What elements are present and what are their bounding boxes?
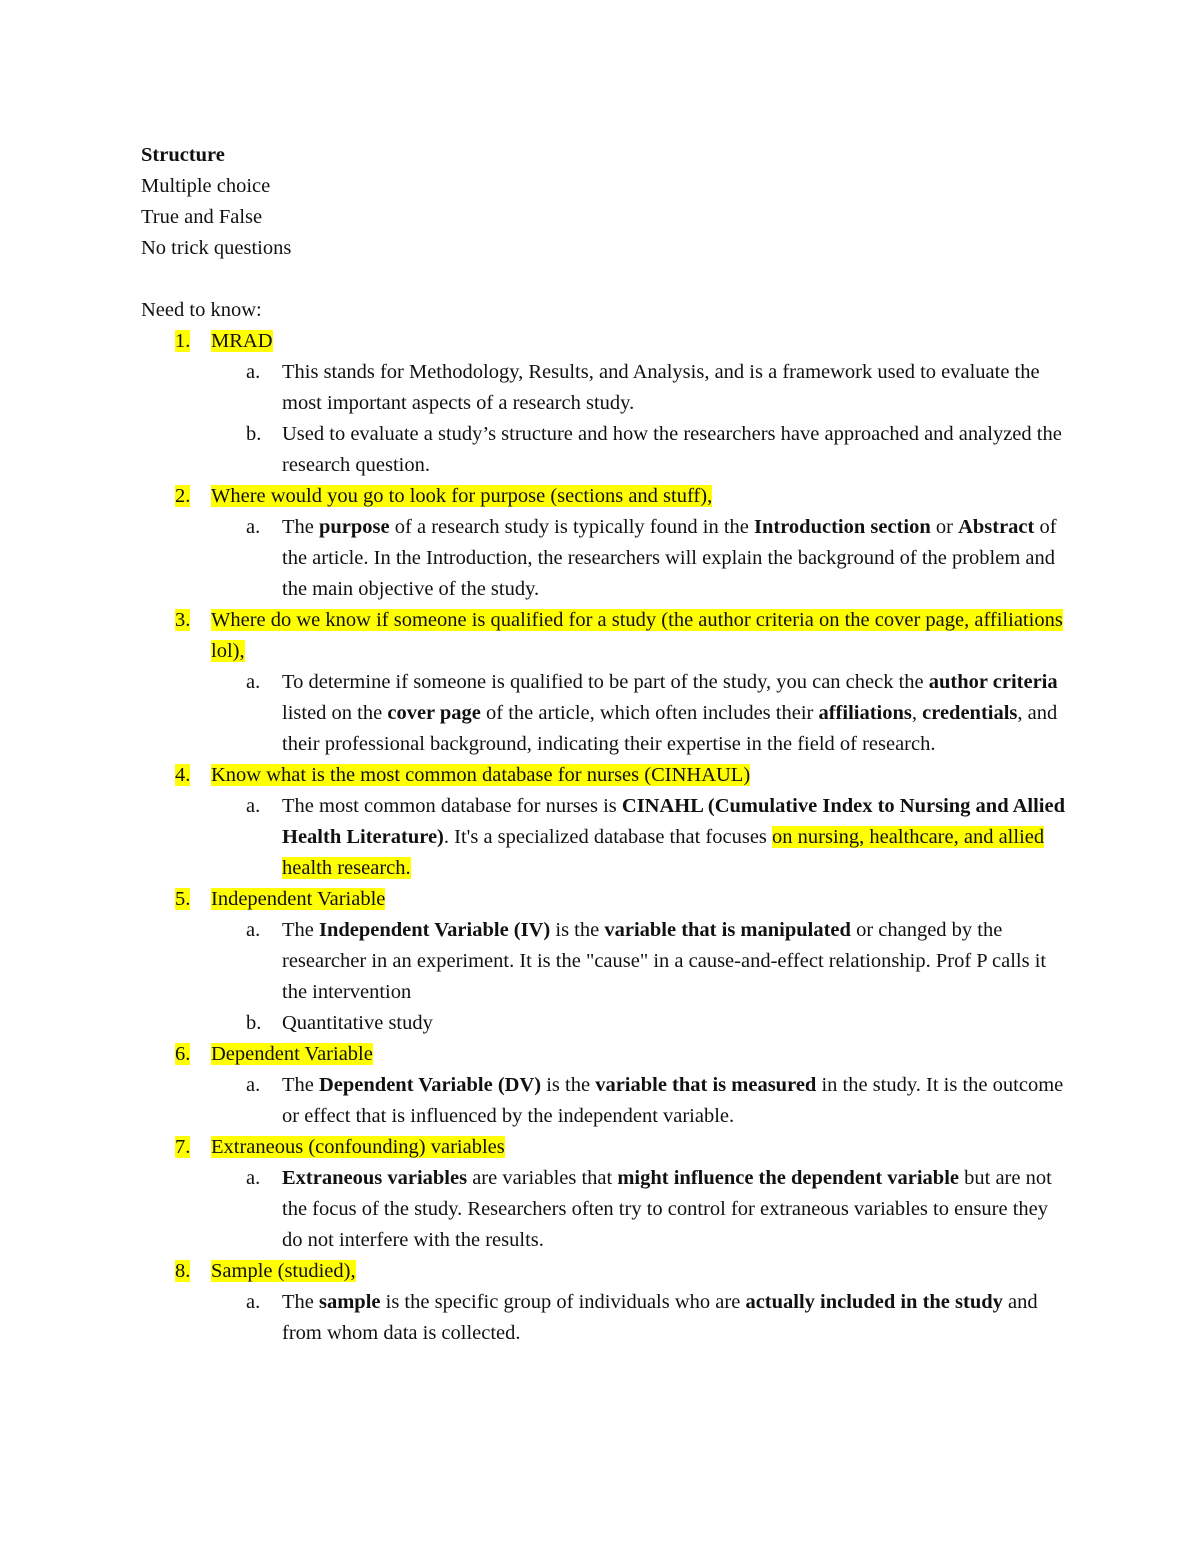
bold-text: variable that is manipulated [604, 919, 851, 941]
list-item-title [211, 1039, 1071, 1070]
list-item [141, 481, 1071, 512]
sub-list-item [141, 512, 1071, 605]
list-item-title-text: Know what is the most common database for nurses (CINHAUL) [211, 764, 751, 786]
structure-heading: Structure [141, 144, 225, 166]
structure-line: Multiple choice [141, 175, 271, 197]
sub-list-text [282, 915, 1071, 1008]
text-run: This stands for Methodology, Results, and Analysis, and is a framework used to evaluate the most important aspects of a research study. [282, 361, 1040, 414]
list-item-title-text: Where would you go to look for purpose (sections and stuff), [211, 485, 713, 507]
list-item [141, 1256, 1071, 1287]
text-run: or [930, 516, 959, 538]
bold-text: cover page [387, 702, 481, 724]
sub-list-item [141, 1163, 1071, 1256]
sub-list-letter: a. [246, 361, 261, 383]
list-item-number-text: 3. [175, 609, 191, 631]
bold-text: might influence the dependent variable [617, 1167, 960, 1189]
bold-text: purpose [319, 516, 390, 538]
bold-text: actually included in the study [745, 1291, 1003, 1313]
sub-list-text [282, 512, 1071, 605]
list-item-title-text: Where do we know if someone is qualified for a study (the author criteria on the cover page, affiliations lol), [211, 609, 1063, 662]
sub-list-item [141, 1070, 1071, 1132]
sub-list-letter: a. [246, 1074, 261, 1096]
bold-text: credentials [922, 702, 1018, 724]
sub-list-item [141, 419, 1071, 481]
list-item-number-text: 4. [175, 764, 191, 786]
text-run: and from whom data is collected. [282, 1291, 1038, 1344]
sub-list-letter: b. [246, 423, 262, 445]
sub-list-text [282, 1008, 1071, 1039]
sub-list-letter: a. [246, 516, 261, 538]
list-item-title [211, 884, 1071, 915]
list-item-title [211, 760, 1071, 791]
bold-text: CINAHL (Cumulative Index to Nursing and Allied Health Literature) [282, 795, 1065, 848]
text-run: , [911, 702, 923, 724]
sub-list-letter: a. [246, 795, 261, 817]
text-run: are variables that [467, 1167, 618, 1189]
list-item-number [141, 884, 211, 915]
list-item-title-text: Sample (studied), [211, 1260, 356, 1282]
bold-text: author criteria [928, 671, 1058, 693]
list-item-number [141, 1039, 211, 1070]
list-item-title [211, 481, 1071, 512]
sub-list-letter: a. [246, 1167, 261, 1189]
text-run: is the specific group of individuals who are [380, 1291, 746, 1313]
structure-line: True and False [141, 206, 263, 228]
text-run: of the article, which often includes their [480, 702, 819, 724]
text-run: The [282, 1074, 319, 1096]
sub-list-text [282, 419, 1071, 481]
text-run: Quantitative study [282, 1012, 433, 1034]
list-item-number [141, 326, 211, 357]
blank-line [141, 264, 1071, 295]
sub-list-letter: a. [246, 671, 261, 693]
sub-list-letter: a. [246, 1291, 261, 1313]
list-item-number-text: 7. [175, 1136, 191, 1158]
sub-list-item [141, 1287, 1071, 1349]
bold-text: Extraneous variables [282, 1167, 468, 1189]
list-item-number [141, 605, 211, 667]
list-item-title [211, 326, 1071, 357]
need-to-know-label: Need to know: [141, 299, 262, 321]
text-run: To determine if someone is qualified to be part of the study, you can check the [282, 671, 929, 693]
list-item-title [211, 605, 1071, 667]
list-item-number-text: 6. [175, 1043, 191, 1065]
list-item-number-text: 5. [175, 888, 191, 910]
text-run: , and their professional background, indicating their expertise in the field of research. [282, 702, 1058, 755]
sub-list-item [141, 357, 1071, 419]
list-item [141, 1132, 1071, 1163]
sub-list-text [282, 1163, 1071, 1256]
structure-line: No trick questions [141, 237, 292, 259]
text-run: is the [550, 919, 605, 941]
document-body [141, 140, 1071, 1349]
sub-list-letter: b. [246, 1012, 262, 1034]
text-run: The most common database for nurses is [282, 795, 622, 817]
text-run: The [282, 516, 319, 538]
sub-list-text [282, 1070, 1071, 1132]
list-item [141, 884, 1071, 915]
text-run: listed on the [282, 702, 388, 724]
list-item-title [211, 1256, 1071, 1287]
sub-list-letter: a. [246, 919, 261, 941]
bold-text: variable that is measured [595, 1074, 817, 1096]
text-run: The [282, 1291, 319, 1313]
list-item-number-text: 8. [175, 1260, 191, 1282]
highlighted-text: on nursing, healthcare, and allied health research. [282, 826, 1045, 879]
sub-list-item [141, 791, 1071, 884]
sub-list-text [282, 357, 1071, 419]
list-item [141, 1039, 1071, 1070]
text-run: of the article. In the Introduction, the researchers will explain the background of the problem and the main objective of the study. [282, 516, 1057, 600]
bold-text: Dependent Variable (DV) [319, 1074, 542, 1096]
list-item [141, 760, 1071, 791]
numbered-list [141, 326, 1071, 1349]
list-item-number-text: 2. [175, 485, 191, 507]
sub-list-text [282, 1287, 1071, 1349]
list-item-title-text: Extraneous (confounding) variables [211, 1136, 505, 1158]
list-item-number [141, 481, 211, 512]
list-item-number [141, 760, 211, 791]
text-run: or changed by the researcher in an experiment. It is the "cause" in a cause-and-effect relationship. Prof P calls it the intervention [282, 919, 1047, 1003]
text-run: of a research study is typically found in the [389, 516, 754, 538]
list-item-number-text: 1. [175, 330, 191, 352]
list-item-number [141, 1256, 211, 1287]
bold-text: sample [319, 1291, 381, 1313]
sub-list-item [141, 1008, 1071, 1039]
bold-text: Independent Variable (IV) [319, 919, 551, 941]
text-run: Used to evaluate a study’s structure and how the researchers have approached and analyzed the research question. [282, 423, 1062, 476]
text-run: . It's a specialized database that focuses [443, 826, 773, 848]
sub-list-text [282, 791, 1071, 884]
list-item-number [141, 1132, 211, 1163]
text-run: The [282, 919, 319, 941]
list-item [141, 605, 1071, 667]
sub-list-item [141, 667, 1071, 760]
list-item-title-text: Dependent Variable [211, 1043, 373, 1065]
sub-list-text [282, 667, 1071, 760]
sub-list-item [141, 915, 1071, 1008]
list-item-title-text: Independent Variable [211, 888, 386, 910]
text-run: in the study. It is the outcome or effect that is influenced by the independent variable. [282, 1074, 1064, 1127]
bold-text: Abstract [958, 516, 1035, 538]
list-item-title [211, 1132, 1071, 1163]
bold-text: Introduction section [754, 516, 931, 538]
bold-text: affiliations [818, 702, 912, 724]
list-item [141, 326, 1071, 357]
text-run: is the [541, 1074, 596, 1096]
list-item-title-text: MRAD [211, 330, 273, 352]
text-run: but are not the focus of the study. Researchers often try to control for extraneous variables to ensure they do not interfere with the results. [282, 1167, 1052, 1251]
